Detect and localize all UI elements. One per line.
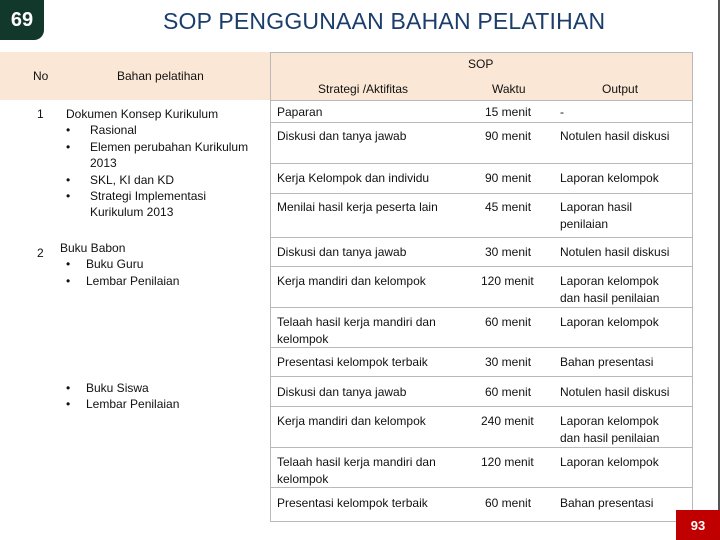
page-number-badge [676,510,720,540]
header-strategi: Strategi /Aktifitas [318,82,409,96]
waktu-cell: 15 menit [485,105,532,119]
list-item-text: Rasional [90,123,137,138]
output-cell: Laporan kelompok [560,274,659,288]
list-item [66,139,248,155]
output-cell: Laporan kelompok [560,315,659,329]
row-number: 2 [37,246,44,260]
waktu-cell: 45 menit [485,200,532,214]
strategi-cell: Telaah hasil kerja mandiri dan [277,315,436,329]
strategi-cell: Diskusi dan tanya jawab [277,385,407,399]
row-separator [270,347,693,348]
list-item-text: Lembar Penilaian [86,397,180,412]
bullet-icon: • [66,273,71,288]
bullet-icon: • [66,381,71,395]
header-sop: SOP [468,57,494,71]
waktu-cell: 90 menit [485,171,532,185]
bahan-list-1 [66,106,248,221]
list-item [60,380,179,396]
strategi-cell: Diskusi dan tanya jawab [277,245,407,259]
strategi-cell: Paparan [277,105,323,119]
bahan-title [60,240,179,256]
list-item-continuation [66,155,248,171]
output-cell-line2: dan hasil penilaian [560,431,660,445]
bahan-title-text: Buku Babon [60,241,126,255]
waktu-cell: 120 menit [481,274,534,288]
row-separator [270,307,693,308]
list-item [60,273,179,289]
header-bahan: Bahan pelatihan [117,69,204,83]
waktu-cell: 90 menit [485,129,532,143]
output-cell: Notulen hasil diskusi [560,129,670,143]
strategi-cell: Kerja mandiri dan kelompok [277,274,426,288]
waktu-cell: 60 menit [485,385,532,399]
bullet-icon: • [66,139,71,154]
output-cell: Notulen hasil diskusi [560,385,670,399]
row-separator [270,266,693,267]
waktu-cell: 240 menit [481,414,534,428]
output-cell: Laporan kelompok [560,455,659,469]
output-cell: - [560,105,564,119]
output-cell-line2: penilaian [560,217,609,231]
list-item-text: Buku Siswa [86,381,149,395]
row-separator [270,487,693,488]
output-cell: Laporan kelompok [560,414,659,428]
strategi-cell-line2: kelompok [277,472,329,486]
bahan-list-2 [60,240,179,289]
output-cell: Bahan presentasi [560,355,654,369]
list-item-text: Elemen perubahan Kurikulum [90,139,249,154]
header-split [270,76,693,77]
list-item-text: Lembar Penilaian [86,273,180,288]
row-separator [270,122,693,123]
page-title: SOP PENGGUNAAN BAHAN PELATIHAN [163,8,606,34]
strategi-cell: Kerja Kelompok dan individu [277,171,430,185]
row-separator [270,100,693,101]
strategi-cell-line2: kelompok [277,332,329,346]
row-separator [270,163,693,164]
output-cell: Bahan presentasi [560,496,654,510]
list-item [66,188,248,204]
header-waktu: Waktu [492,82,526,96]
bahan-title-text: Dokumen Konsep Kurikulum [66,107,219,121]
waktu-cell: 60 menit [485,496,532,510]
row-separator [270,237,693,238]
bullet-icon: • [66,172,71,187]
waktu-cell: 30 menit [485,245,532,259]
list-item-text: Kurikulum 2013 [90,205,174,220]
header-no: No [33,69,49,83]
bahan-list-3 [60,380,179,413]
output-cell-line2: dan hasil penilaian [560,291,660,305]
row-number: 1 [37,107,44,121]
list-item [66,122,248,138]
bullet-icon: • [66,397,71,412]
header-top-border [270,52,693,53]
strategi-cell: Menilai hasil kerja peserta lain [277,200,438,214]
slide-number: 69 [10,8,34,31]
slide-number-badge [0,0,44,40]
output-cell: Laporan kelompok [560,171,659,185]
table-bottom-border [270,521,693,522]
strategi-cell: Presentasi kelompok terbaik [277,496,428,510]
output-cell: Laporan hasil [560,200,633,214]
strategi-cell: Diskusi dan tanya jawab [277,129,407,143]
list-item-continuation [66,204,248,220]
page-number: 93 [690,517,706,533]
header-output: Output [602,82,639,96]
bullet-icon: • [66,123,71,138]
list-item-text: 2013 [90,156,117,171]
list-item-text: Buku Guru [86,257,144,272]
bullet-icon: • [66,189,71,204]
row-separator [270,193,693,194]
row-separator [270,447,693,448]
row-separator [270,376,693,377]
list-item [60,256,179,272]
waktu-cell: 30 menit [485,355,532,369]
waktu-cell: 120 menit [481,455,534,469]
output-cell: Notulen hasil diskusi [560,245,670,259]
strategi-cell: Telaah hasil kerja mandiri dan [277,455,436,469]
strategi-cell: Presentasi kelompok terbaik [277,355,428,369]
list-item [60,396,179,412]
row-separator [270,406,693,407]
list-item-text: Strategi Implementasi [90,189,207,204]
waktu-cell: 60 menit [485,315,532,329]
bullet-icon: • [66,257,71,272]
list-item [66,172,248,188]
list-item-text: SKL, KI dan KD [90,172,175,187]
bahan-title [66,106,248,122]
strategi-cell: Kerja mandiri dan kelompok [277,414,426,428]
